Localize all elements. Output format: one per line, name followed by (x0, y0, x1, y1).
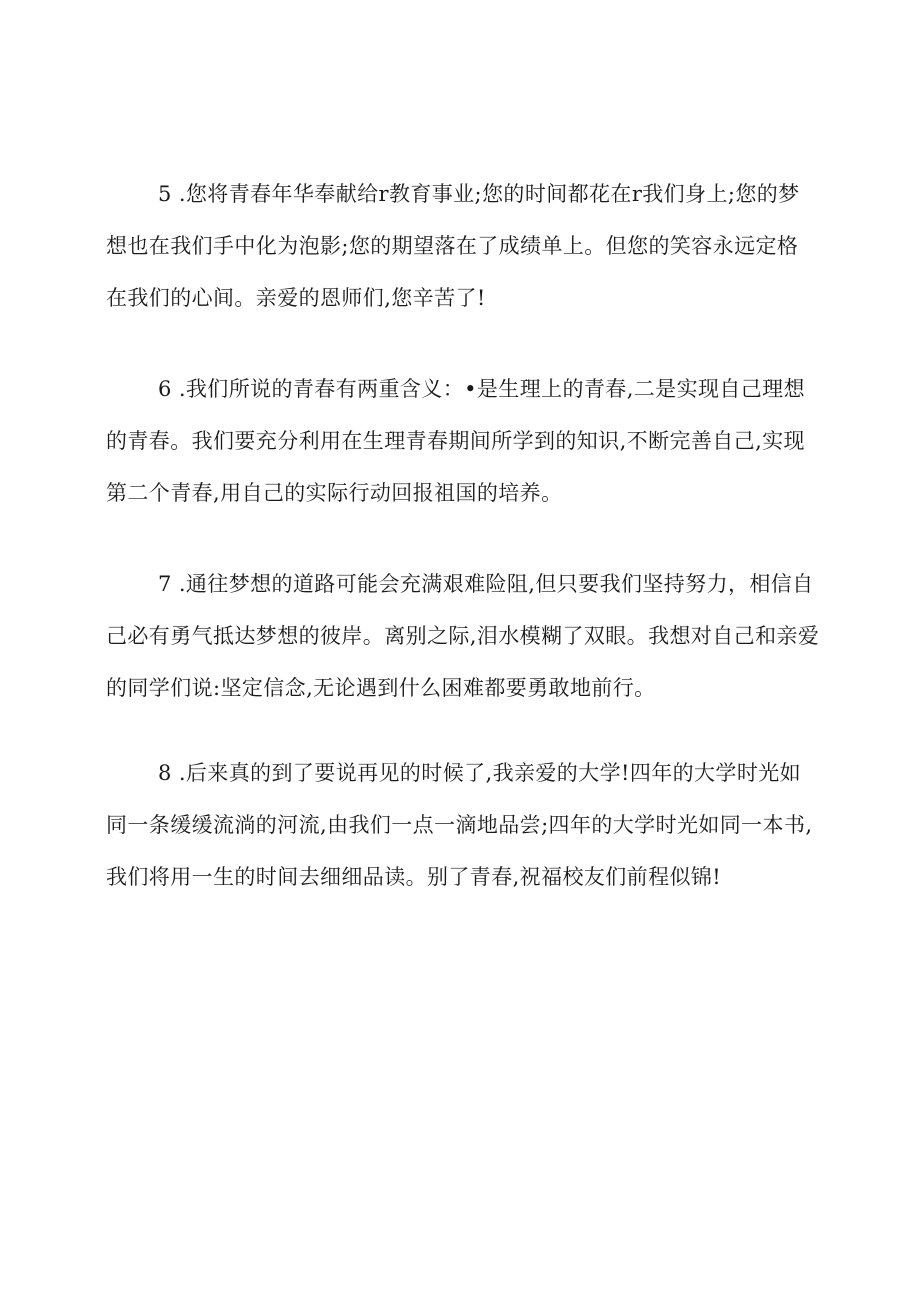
paragraph-7 (106, 558, 820, 714)
paragraph-6 (106, 363, 810, 519)
paragraph-line: 在我们的心间。亲爱的恩师们,您辛苦了! (106, 286, 486, 310)
paragraph-line: 己必有勇气抵达梦想的彼岸。离别之际,泪水模糊了双眼。我想对自己和亲爱 (106, 624, 820, 648)
paragraph-line: 5 .您将青春年华奉献给r教育事业;您的时间都花在r我们身上;您的梦 (158, 182, 800, 206)
paragraph-line: 7 .通往梦想的道路可能会充满艰难险阻,但只要我们坚持努力，相信自 (158, 572, 814, 596)
paragraph-line: 我们将用一生的时间去细细品读。别了青春,祝福校友们前程似锦! (106, 865, 722, 889)
paragraph-5 (106, 168, 810, 324)
paragraph-line: 第二个青春,用自己的实际行动回报祖国的培养。 (106, 481, 563, 505)
paragraph-line: 6 .我们所说的青春有两重含义：•是生理上的青春,二是实现自己理想 (158, 377, 805, 401)
paragraph-line: 同一条缓缓流淌的河流,由我们一点一滴地品尝;四年的大学时光如同一本书, (106, 813, 813, 837)
paragraph-line: 8 .后来真的到了要说再见的时候了,我亲爱的大学!四年的大学时光如 (158, 761, 802, 785)
paragraph-line: 想也在我们手中化为泡影;您的期望落在了成绩单上。但您的笑容永远定格 (106, 234, 799, 258)
paragraph-line: 的同学们说:坚定信念,无论遇到什么困难都要勇敢地前行。 (106, 676, 656, 700)
paragraph-8 (106, 747, 813, 903)
paragraph-line: 的青春。我们要充分利用在生理青春期间所学到的知识,不断完善自己,实现 (106, 429, 805, 453)
